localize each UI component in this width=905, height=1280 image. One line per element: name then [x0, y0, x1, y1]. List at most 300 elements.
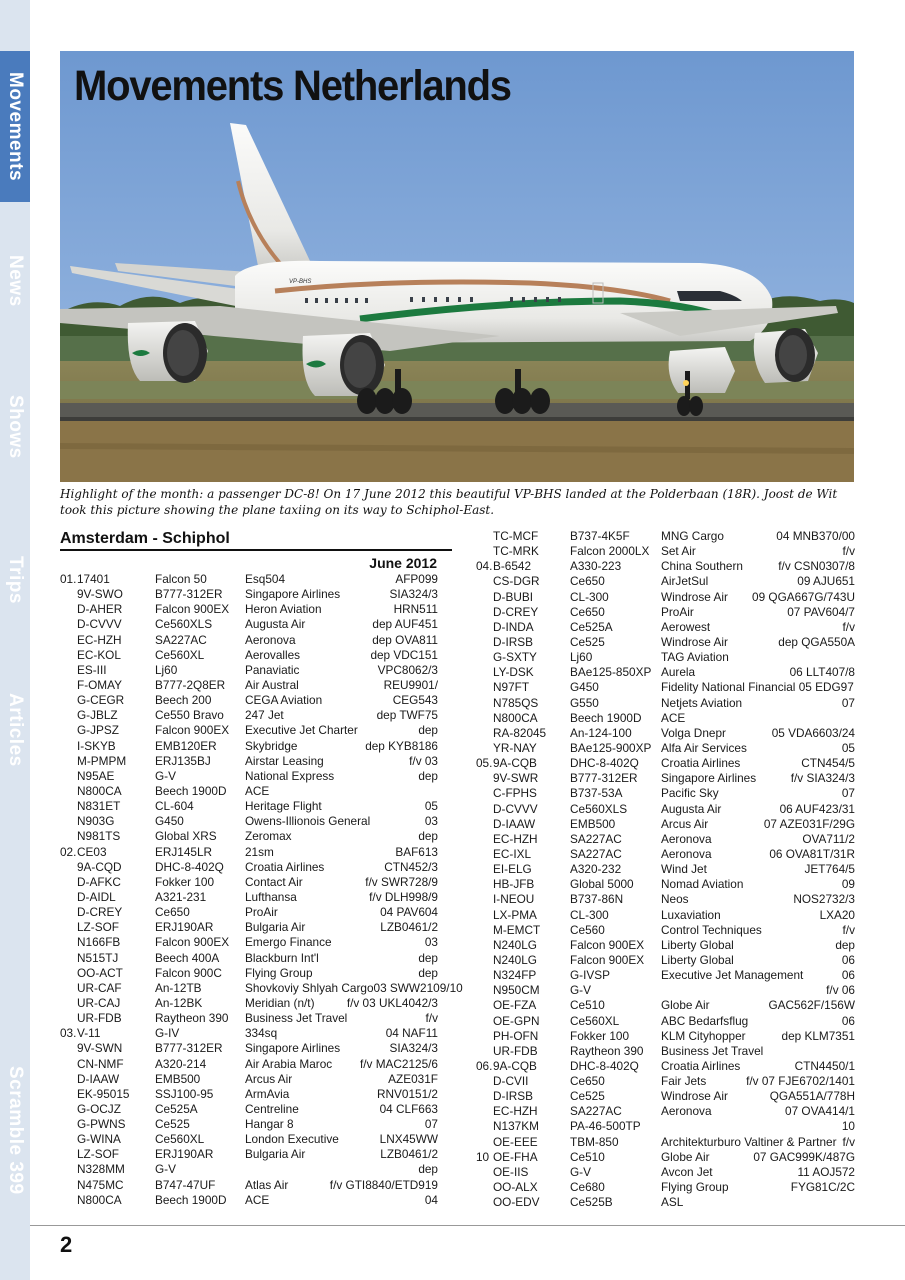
registration: N166FB: [77, 935, 121, 950]
aircraft-type: ERJ145LR: [155, 844, 213, 859]
month-label: June 2012: [369, 555, 437, 571]
table-row: [60, 1041, 438, 1056]
movement-day: 03.: [60, 1026, 77, 1041]
table-row: [472, 1014, 855, 1029]
aircraft-type: Beech 400A: [155, 950, 220, 965]
registration: N800CA: [493, 710, 538, 725]
aircraft-type: ERJ190AR: [155, 1147, 214, 1162]
operator: Liberty Global: [661, 937, 734, 952]
table-row: [472, 1180, 855, 1195]
aircraft-type: Falcon 900EX: [570, 937, 645, 952]
registration: N800CA: [77, 1192, 122, 1207]
remarks: NOS2732/3: [793, 892, 855, 907]
operator: ACE: [245, 783, 270, 798]
remarks: FYG81C/2C: [790, 1180, 855, 1195]
remarks: f/v MAC2125/6: [359, 1056, 438, 1071]
aircraft-type: Beech 1900D: [570, 710, 642, 725]
table-row: [60, 860, 438, 875]
table-row: [472, 817, 855, 832]
aircraft-type: Ce525: [570, 634, 605, 649]
operator: Liberty Global: [661, 952, 734, 967]
registration: N240LG: [493, 952, 537, 967]
operator: Windrose Air: [661, 1089, 728, 1104]
aircraft-type: Lj60: [570, 650, 593, 665]
table-row: [472, 1195, 855, 1210]
table-row: [472, 544, 855, 559]
aircraft-type: Raytheon 390: [155, 1011, 229, 1026]
registration: OO-EDV: [493, 1195, 540, 1210]
aircraft-type: G-IVSP: [570, 968, 610, 983]
operator: Arcus Air: [245, 1071, 293, 1086]
aircraft-photo: [60, 51, 854, 482]
remarks: dep: [418, 1162, 438, 1177]
sidebar-tab-scramble[interactable]: [0, 1050, 30, 1210]
remarks: 09 AJU651: [797, 574, 855, 589]
registration: UR-CAF: [77, 980, 122, 995]
operator: Croatia Airlines: [661, 1058, 741, 1073]
remarks: dep: [418, 723, 438, 738]
operator: Control Techniques: [661, 922, 762, 937]
registration: D-IRSB: [493, 634, 533, 649]
operator: Aerovalles: [245, 647, 301, 662]
table-row: [472, 847, 855, 862]
operator: CEGA Aviation: [245, 693, 323, 708]
table-row: [472, 635, 855, 650]
aircraft-type: B777-312ER: [570, 771, 638, 786]
registration: EC-KOL: [77, 647, 121, 662]
page-number: 2: [60, 1232, 73, 1257]
operator: Set Air: [661, 544, 696, 559]
remarks: CTN4450/1: [794, 1058, 855, 1073]
operator: Flying Group: [245, 965, 313, 980]
aircraft-type: Falcon 900EX: [570, 952, 645, 967]
sidebar-tab-articles[interactable]: [0, 665, 30, 795]
operator: MNG Cargo: [661, 529, 724, 543]
remarks: OVA711/2: [802, 831, 855, 846]
table-row: [60, 1147, 438, 1162]
registration: G-CEGR: [77, 693, 125, 708]
remarks: GAC562F/156W: [768, 998, 855, 1013]
operator: Executive Jet Charter: [245, 723, 358, 738]
remarks: f/v: [842, 1134, 855, 1149]
operator: Aeronova: [661, 1104, 712, 1119]
remarks: dep: [835, 937, 855, 952]
table-row: [60, 996, 438, 1011]
table-row: [60, 678, 438, 693]
operator: Skybridge: [245, 738, 298, 753]
remarks: f/v DLH998/9: [369, 889, 438, 904]
table-row: [60, 633, 438, 648]
registration: 9A-CQD: [77, 859, 122, 874]
table-row: [472, 938, 855, 953]
table-row: [472, 726, 855, 741]
remarks: dep OVA811: [372, 632, 438, 647]
table-row: [472, 1104, 855, 1119]
operator: Singapore Airlines: [245, 587, 341, 602]
registration: N137KM: [493, 1119, 539, 1134]
table-row: [472, 559, 855, 574]
table-row: [60, 1117, 438, 1132]
registration: N475MC: [77, 1177, 124, 1192]
aircraft-type: Ce525: [155, 1117, 190, 1132]
operator: Bulgaria Air: [245, 1147, 306, 1162]
table-row: [60, 602, 438, 617]
operator: Executive Jet Management: [661, 968, 804, 983]
remarks: f/v SWR728/9: [365, 874, 438, 889]
table-row: [472, 574, 855, 589]
aircraft-type: Lj60: [155, 662, 178, 677]
aircraft-type: TBM-850: [570, 1134, 619, 1149]
table-row: [60, 905, 438, 920]
operator: Business Jet Travel: [245, 1011, 348, 1026]
aircraft-type: Ce560XL: [570, 1013, 620, 1028]
registration: G-JBLZ: [77, 708, 118, 723]
table-row: [472, 756, 855, 771]
aircraft-type: Ce510: [570, 998, 605, 1013]
remarks: JET764/5: [804, 862, 855, 877]
table-row: [472, 665, 855, 680]
table-row: [60, 890, 438, 905]
sidebar-tab-movements[interactable]: [0, 51, 30, 202]
table-row: [472, 968, 855, 983]
registration: N97FT: [493, 680, 530, 695]
aircraft-type: DHC-8-402Q: [155, 859, 224, 874]
table-row: [60, 980, 463, 996]
remarks: f/v SIA324/3: [790, 771, 855, 786]
table-row: [472, 680, 855, 695]
registration: UR-FDB: [493, 1043, 538, 1058]
registration: LZ-SOF: [77, 1147, 119, 1162]
table-row: [60, 754, 438, 769]
registration: D-IAAW: [77, 1071, 120, 1086]
registration: N785QS: [493, 695, 539, 710]
table-row: [472, 983, 855, 998]
registration: N981TS: [77, 829, 121, 844]
remarks: f/v 03 UKL4042/3: [346, 995, 438, 1010]
remarks: dep: [418, 829, 438, 844]
table-row: [60, 1193, 438, 1208]
remarks: dep KLM7351: [781, 1028, 855, 1043]
operator: Hangar 8: [245, 1117, 294, 1132]
aircraft-type: G-V: [155, 768, 176, 783]
aircraft-type: EMB120ER: [155, 738, 217, 753]
registration: B-6542: [493, 559, 532, 574]
table-row: [472, 1074, 855, 1089]
operator: Luxaviation: [661, 907, 721, 922]
aircraft-type: CL-300: [570, 589, 609, 604]
table-row: [60, 617, 438, 632]
sidebar-tab-trips[interactable]: [0, 525, 30, 635]
remarks: dep AUF451: [372, 617, 438, 632]
operator: Esq504: [245, 572, 286, 586]
registration: F-OMAY: [77, 677, 122, 692]
operator: Shovkoviy Shlyah Cargo03 SWW2109/10: [245, 980, 463, 995]
table-row: [472, 1059, 855, 1074]
remarks: 09 QGA667G/743U: [752, 589, 855, 604]
registration: D-CVII: [493, 1074, 529, 1089]
aircraft-type: B737-86N: [570, 892, 624, 907]
table-row: [472, 953, 855, 968]
remarks: f/v CSN0307/8: [778, 559, 855, 574]
aircraft-type: Ce650: [570, 1074, 605, 1089]
sidebar-tab-label: Trips: [5, 556, 26, 604]
aircraft-type: B777-312ER: [155, 1041, 223, 1056]
remarks: f/v 03: [409, 753, 438, 768]
table-row: [60, 648, 438, 663]
table-row: [60, 693, 438, 708]
table-row: [60, 799, 438, 814]
registration: TC-MRK: [493, 544, 539, 559]
aircraft-type: Ce525A: [570, 619, 613, 634]
remarks: LNX45WW: [379, 1132, 438, 1147]
aircraft-type: Falcon 900EX: [155, 602, 230, 617]
registration: 17401: [77, 572, 110, 586]
aircraft-type: Raytheon 390: [570, 1043, 644, 1058]
table-row: [60, 814, 438, 829]
table-row: [472, 650, 855, 665]
remarks: f/v: [842, 544, 855, 559]
registration: TC-MCF: [493, 529, 539, 543]
operator: Blackburn Int'l: [245, 950, 319, 965]
remarks: 04: [424, 1192, 438, 1207]
operator: KLM Cityhopper: [661, 1028, 746, 1043]
remarks: 06 AUF423/31: [779, 801, 855, 816]
remarks: 06: [841, 968, 855, 983]
aircraft-type: Ce650: [155, 905, 190, 920]
sidebar-tab-label: News: [5, 255, 26, 307]
operator: 334sq: [245, 1026, 278, 1041]
operator: 247 Jet: [245, 708, 284, 723]
aircraft-type: Fokker 100: [155, 874, 215, 889]
operator: Zeromax: [245, 829, 292, 844]
operator: London Executive: [245, 1132, 339, 1147]
aircraft-type: Ce680: [570, 1180, 605, 1195]
table-row: [60, 875, 438, 890]
table-row: [60, 587, 438, 602]
aircraft-type: CL-300: [570, 907, 609, 922]
registration: UR-FDB: [77, 1011, 122, 1026]
registration: G-SXTY: [493, 650, 537, 665]
operator: ABC Bedarfsflug: [661, 1013, 749, 1028]
operator: Netjets Aviation: [661, 695, 743, 710]
aircraft-type: Falcon 2000LX: [570, 544, 650, 559]
operator: Centreline: [245, 1101, 299, 1116]
operator: Singapore Airlines: [661, 771, 757, 786]
operator: 21sm: [245, 844, 274, 859]
table-row: [472, 620, 855, 635]
table-row: [472, 741, 855, 756]
operator: Nomad Aviation: [661, 877, 744, 892]
registration: PH-OFN: [493, 1028, 539, 1043]
aircraft-type: B747-47UF: [155, 1177, 216, 1192]
operator: Air Arabia Maroc: [245, 1056, 333, 1071]
aircraft-type: SA227AC: [570, 846, 622, 861]
registration: 9V-SWO: [77, 587, 123, 602]
table-row: [60, 1132, 438, 1147]
table-row: [472, 877, 855, 892]
aircraft-type: Ce560XLS: [155, 617, 213, 632]
operator: Alfa Air Services: [661, 740, 747, 755]
aircraft-type: SSJ100-95: [155, 1086, 214, 1101]
operator: ArmAvia: [245, 1086, 290, 1101]
remarks: 04 MNB370/00: [776, 529, 855, 543]
section-title: Amsterdam - Schiphol: [60, 529, 452, 551]
table-row: [60, 784, 438, 799]
remarks: dep TWF75: [376, 708, 438, 723]
registration: N324FP: [493, 968, 537, 983]
remarks: 07 AZE031F/29G: [763, 816, 855, 831]
registration: N831ET: [77, 799, 121, 814]
remarks: dep KYB8186: [365, 738, 438, 753]
aircraft-type: BAe125-900XP: [570, 740, 652, 755]
registration: D-CVVV: [493, 801, 538, 816]
aircraft-type: Ce560XL: [155, 1132, 205, 1147]
remarks: AZE031F: [388, 1071, 438, 1086]
movements-list-right: [472, 529, 855, 1210]
footer-divider: [30, 1225, 905, 1226]
remarks: 06 OVA81T/31R: [769, 846, 855, 861]
operator: Croatia Airlines: [245, 859, 325, 874]
aircraft-type: Global XRS: [155, 829, 217, 844]
operator: ACE: [245, 1192, 270, 1207]
operator: Architekturburo Valtiner & Partner: [661, 1134, 837, 1149]
operator: ACE: [661, 710, 686, 725]
registration: N328MM: [77, 1162, 125, 1177]
registration: C-FPHS: [493, 786, 537, 801]
operator: Volga Dnepr: [661, 725, 726, 740]
table-row: [472, 1135, 855, 1150]
remarks: 04 PAV604: [380, 905, 438, 920]
table-row: [60, 1178, 438, 1193]
aircraft-type: B777-312ER: [155, 587, 223, 602]
registration: EI-ELG: [493, 862, 532, 877]
remarks: 07: [841, 695, 855, 710]
registration: EC-HZH: [77, 632, 122, 647]
registration: 9V-SWN: [77, 1041, 123, 1056]
operator: Owens-Illionois General: [245, 814, 371, 829]
registration: EC-HZH: [493, 1104, 538, 1119]
registration: N95AE: [77, 768, 115, 783]
operator: Pacific Sky: [661, 786, 719, 801]
movement-day: 02.: [60, 844, 77, 859]
table-row: [472, 1119, 855, 1134]
registration: G-OCJZ: [77, 1101, 121, 1116]
registration: D-IRSB: [493, 1089, 533, 1104]
aircraft-type: Ce525: [570, 1089, 605, 1104]
aircraft-type: ERJ135BJ: [155, 753, 211, 768]
aircraft-type: G550: [570, 695, 599, 710]
table-row: [60, 723, 438, 738]
remarks: dep VDC151: [370, 647, 438, 662]
operator: Heritage Flight: [245, 799, 322, 814]
aircraft-type: Ce650: [570, 604, 605, 619]
registration: OE-GPN: [493, 1013, 540, 1028]
operator: Aeronova: [245, 632, 296, 647]
operator: Globe Air: [661, 1149, 710, 1164]
page-title: Movements Netherlands: [74, 62, 511, 110]
remarks: CEG543: [392, 693, 438, 708]
table-row: [60, 1057, 438, 1072]
registration: N240LG: [493, 937, 537, 952]
registration: LY-DSK: [493, 665, 534, 680]
table-row: [60, 769, 438, 784]
table-row: [472, 923, 855, 938]
registration: G-PWNS: [77, 1117, 126, 1132]
remarks: dep: [418, 965, 438, 980]
operator: ASL: [661, 1195, 684, 1210]
table-row: [472, 802, 855, 817]
table-row: [60, 663, 438, 678]
operator: Aeronova: [661, 846, 712, 861]
aircraft-type: PA-46-500TP: [570, 1119, 641, 1134]
registration: V-11: [77, 1026, 101, 1041]
movements-list-left: [60, 572, 463, 1208]
operator: Atlas Air: [245, 1177, 289, 1192]
table-row: [472, 862, 855, 877]
aircraft-type: An-12TB: [155, 980, 202, 995]
aircraft-type: Ce525A: [155, 1101, 198, 1116]
table-row: [60, 708, 438, 723]
remarks: f/v GTI8840/ETD919: [329, 1177, 438, 1192]
aircraft-type: Global 5000: [570, 877, 634, 892]
aircraft-type: Ce510: [570, 1149, 605, 1164]
aircraft-type: A321-231: [155, 889, 207, 904]
movement-day: 05.: [476, 756, 493, 771]
operator: Singapore Airlines: [245, 1041, 341, 1056]
registration: 9V-SWR: [493, 771, 539, 786]
registration: LX-PMA: [493, 907, 537, 922]
aircraft-type: SA227AC: [570, 1104, 622, 1119]
registration: N950CM: [493, 983, 540, 998]
registration: I-SKYB: [77, 738, 116, 753]
remarks: dep: [418, 950, 438, 965]
sidebar-tab-shows[interactable]: [0, 372, 30, 482]
remarks: 07: [841, 786, 855, 801]
remarks: f/v: [425, 1011, 438, 1026]
registration: D-IAAW: [493, 816, 536, 831]
operator: Bulgaria Air: [245, 920, 306, 935]
aircraft-type: An-12BK: [155, 995, 203, 1010]
sidebar-tab-news[interactable]: [0, 226, 30, 336]
operator: Aurela: [661, 665, 696, 680]
registration: CN-NMF: [77, 1056, 124, 1071]
registration: ES-III: [77, 662, 107, 677]
remarks: dep QGA550A: [778, 634, 855, 649]
table-row: [472, 605, 855, 620]
registration: OE-FZA: [493, 998, 537, 1013]
aircraft-type: G-V: [570, 1164, 591, 1179]
registration: HB-JFB: [493, 877, 535, 892]
operator: AirJetSul: [661, 574, 709, 589]
table-row: [472, 832, 855, 847]
aircraft-type: Falcon 900EX: [155, 935, 230, 950]
remarks: f/v 06: [826, 983, 855, 998]
aircraft-type: G-V: [155, 1162, 176, 1177]
table-row: [472, 1150, 855, 1165]
remarks: 07 PAV604/7: [787, 604, 855, 619]
registration: 9A-CQB: [493, 756, 537, 771]
registration: 9A-CQB: [493, 1058, 537, 1073]
operator: National Express: [245, 768, 335, 783]
registration: UR-CAJ: [77, 995, 121, 1010]
table-row: [60, 1011, 438, 1026]
table-row: [472, 1029, 855, 1044]
registration: G-WINA: [77, 1132, 121, 1147]
sidebar-tab-label: Movements: [5, 71, 26, 182]
aircraft-type: G450: [570, 680, 599, 695]
remarks: LXA20: [819, 907, 855, 922]
table-row: [60, 1102, 438, 1117]
